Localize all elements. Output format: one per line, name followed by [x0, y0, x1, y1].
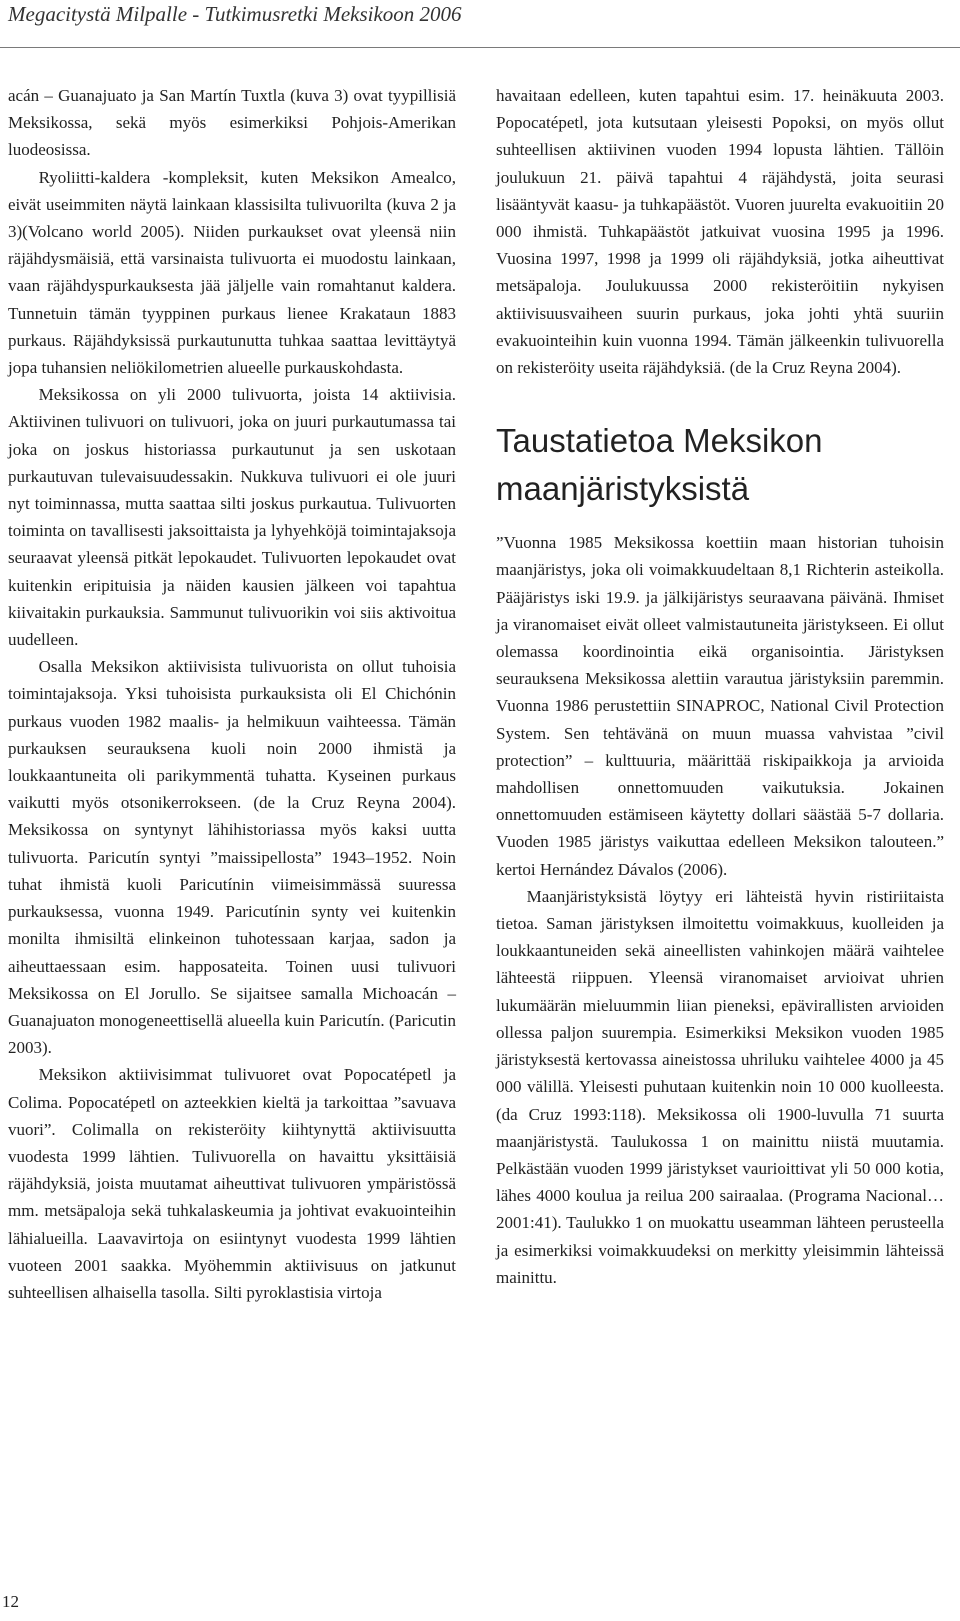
page-number: 12	[2, 1592, 19, 1611]
body-paragraph: Meksikon aktiivisimmat tulivuoret ovat Popocatépetl ja Colima. Popocatépetl on azteekkien kieltä ja tarkoittaa ”savuava vuori”. Colimalla on rekisteröity kiihtynyttä aktiivisuutta vuodesta 1999 lähtien. Tulivuorella on havaittu yksittäisiä räjähdyksiä, joista muutamat aiheuttivat tulivuoren ympäristössä mm. metsäpaloja sekä tuhkalaskeumia ja johtivat evakuointeihin lähialueilla. Laavavirtoja on esiintynyt vuodesta 1999 lähtien vuoteen 2001 saakka. Myöhemmin aktiivisuus on jatkunut suhteellisen alhaisella tasolla. Silti pyroklastisia virtoja	[8, 1065, 456, 1302]
running-header-title: Megacitystä Milpalle - Tutkimusretki Meksikoon 2006	[8, 2, 462, 26]
section-heading: Taustatietoa Meksikon maanjäristyksistä	[496, 422, 823, 508]
left-column	[8, 82, 456, 1306]
body-paragraph: acán – Guanajuato ja San Martín Tuxtla (kuva 3) ovat tyypillisiä Meksikossa, sekä myös esimerkiksi Pohjois-Amerikan luodeosissa.	[8, 86, 456, 160]
header-divider	[0, 47, 960, 48]
body-paragraph: Meksikossa on yli 2000 tulivuorta, joista 14 aktiivisia. Aktiivinen tulivuori on tulivuori, joka on juuri purkautumassa tai joka on joskus historiassa purkautunut ja sen uskotaan purkautuvan tulevaisuudessakin. Nukkuva tulivuori ei ole juuri nyt toiminnassa, mutta saattaa silti joskus purkautua. Tulivuorten toiminta on tavallisesti jaksoittaista ja lyhyehköjä toimintajaksoja seuraavat yleensä pitkät lepokaudet. Tulivuorten lepokaudet ovat kuitenkin eripituisia ja näiden kausien jälkeen voi tapahtua kiivaitakin purkauksia. Sammunut tulivuorikin voi siis aktivoitua uudelleen.	[8, 385, 456, 650]
body-paragraph: Osalla Meksikon aktiivisista tulivuorista on ollut tuhoisia toimintajaksoja. Yksi tuhoisista purkauksista oli El Chichónin purkaus vuoden 1982 maalis- ja helmikuun vaihteessa. Tämän purkauksen seurauksena kuoli noin 2000 ihmistä ja loukkaantuneita oli parikymmentä tuhatta. Kyseinen purkaus vaikutti myös otsonikerrokseen. (de la Cruz Reyna 2004). Meksikossa on syntynyt lähihistoriassa myös kaksi uutta tulivuorta. Paricutín syntyi ”maissipellosta” 1943–1952. Noin tuhat ihmistä kuoli Paricutínin viimeisimmässä suuressa purkauksessa, vuonna 1949. Paricutínin synty vei kuitenkin monilta ihmisiltä elinkeinon tuhotessaan karjaa, sadon ja aiheuttaessaan esim. happosateita. Toinen uusi tulivuori Meksikossa on El Jorullo. Se sijaitsee samalla Michoacán – Guanajuaton monogeneettisellä alueella kuin Paricutín. (Paricutin 2003).	[8, 657, 456, 1058]
body-paragraph: havaitaan edelleen, kuten tapahtui esim. 17. heinäkuuta 2003. Popocatépetl, jota kutsutaan yleisesti Popoksi, on myös ollut suhteellisen aktiivinen vuoden 1994 lopusta lähtien. Tällöin joulukuun 21. päivä tapahtui 4 räjähdystä, joita seurasi lisääntyvät kaasu- ja tuhkapäästöt. Vuoren juurelta evakuoitiin 20 000 ihmistä. Tuhkapäästöt jatkuivat vuosina 1995 ja 1996. Vuosina 1997, 1998 ja 1999 oli räjähdyksiä, jotka aiheuttivat metsäpaloja. Joulukuussa 2000 rekisteröitiin nykyisen aktiivisuusvaiheen suurin purkaus, joka johti yhtä suuriin evakuointeihin kuin vuonna 1994. Tämän jälkeenkin tulivuorella on rekisteröity useita räjähdyksiä. (de la Cruz Reyna 2004).	[496, 86, 944, 378]
body-paragraph: ”Vuonna 1985 Meksikossa koettiin maan historian tuhoisin maanjäristys, joka oli voimakkuudeltaan 8,1 Richterin asteikolla. Pääjäristys iski 19.9. ja jälkijäristys seuraavana päivänä. Ihmiset ja viranomaiset eivät olleet valmistautuneita järistykseen. Ei ollut olemassa koordinointia eikä organisointia. Järistyksen seurauksena Meksikossa alettiin varautua järistyksiin paremmin. Vuonna 1986 perustettiin SINAPROC, National Civil Protection System. Sen tehtävänä on muun muassa vahvistaa ”civil protection” – kulttuuria, määrittää riskipaikkoja ja arvioida mahdollisen onnettomuuden vaikutuksia. Jokainen onnettomuuden estämiseen käytetty dollari säästää 5-7 dollaria. Vuoden 1985 järistys vaikuttaa edelleen Meksikon talouteen.” kertoi Hernández Dávalos (2006).	[496, 533, 944, 879]
body-paragraph: Maanjäristyksistä löytyy eri lähteistä hyvin ristiriitaista tietoa. Saman järistyksen ilmoitettu voimakkuus, kuolleiden ja loukkaantuneiden sekä aineellisten vahinkojen määrä vaihtelee lähteestä riippuen. Yleensä viranomaiset arvioivat uhrien lukumäärän mieluummin liian pieneksi, epävirallisten arvioiden ollessa paljon suurempia. Esimerkiksi Meksikon vuoden 1985 järistyksestä kertovassa aineistossa uhriluku vaihtelee 4000 ja 45 000 välillä. Yleisesti puhutaan kuitenkin noin 10 000 kuolleesta. (da Cruz 1993:118). Meksikossa oli 1900-luvulla 71 suurta maanjäristystä. Taulukossa 1 on mainittu niistä muutamia. Pelkästään vuoden 1999 järistykset vaurioittivat yli 50 000 kotia, lähes 4000 koulua ja reilua 200 sairaalaa. (Programa Nacional… 2001:41). Taulukko 1 on muokattu useamman lähteen perusteella ja esimerkiksi voimakkuudeksi on merkitty yleisimmin lähteissä mainittu.	[496, 886, 944, 1287]
body-paragraph: Ryoliitti-kaldera -kompleksit, kuten Meksikon Amealco, eivät useimmiten näytä lainkaan klassisilta tulivuorilta (kuva 2 ja 3)(Volcano world 2005). Niiden purkaukset ovat yleensä niin räjähdysmäisiä, että varsinaista tulivuorta ei muodostu lainkaan, vaan räjähdyspurkauksesta jää jäljelle vain romahtanut kaldera. Tunnetuin tämän tyyppinen purkaus lienee Krakataun 1883 purkaus. Räjähdyksissä purkautunutta tuhkaa saattaa levittäytyä jopa tuhansien neliökilometrien alueelle purkauskohdasta.	[8, 167, 456, 378]
right-column	[496, 82, 944, 1291]
